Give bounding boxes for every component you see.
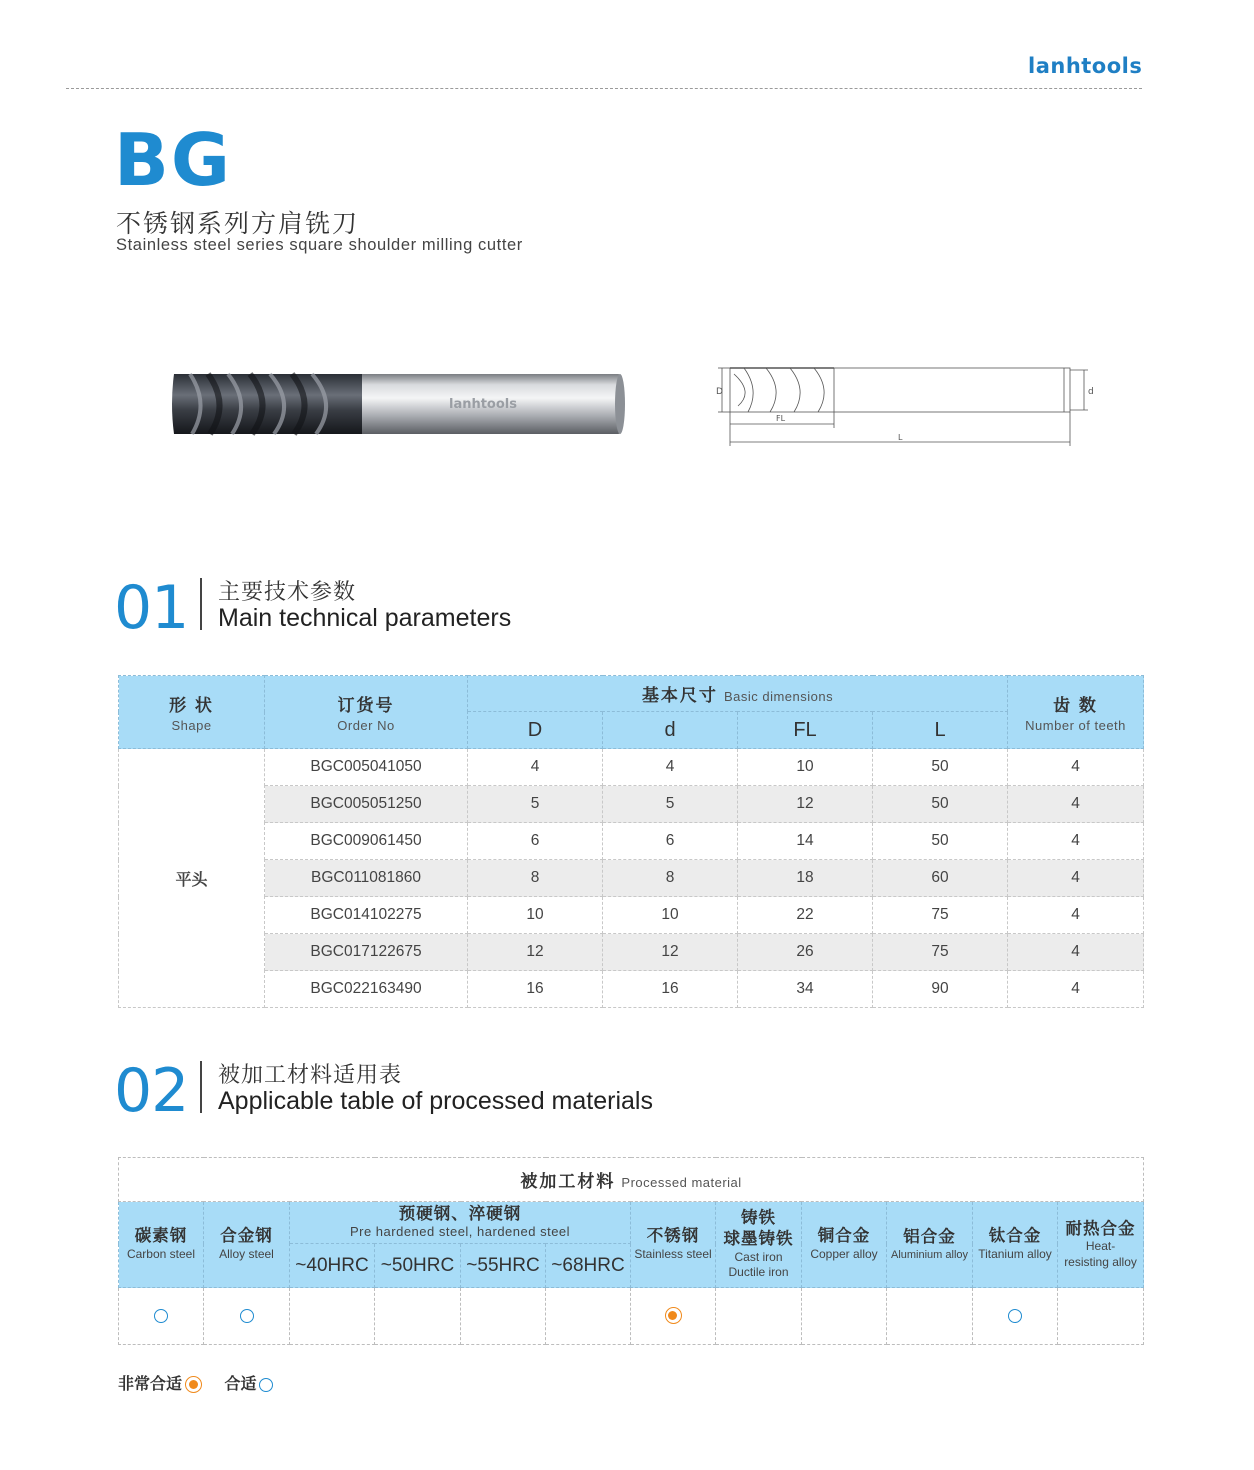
suitability-cell [887, 1288, 973, 1345]
D-cell: 6 [468, 823, 603, 860]
material-aluminium-alloy: 铝合金 Aluminium alloy [887, 1202, 973, 1288]
teeth-cell: 4 [1008, 823, 1144, 860]
order-no-cell: BGC022163490 [265, 971, 468, 1008]
suitability-cell [375, 1288, 461, 1345]
legend-suitable-label: 合适 [224, 1376, 257, 1393]
order-no-cell: BGC014102275 [265, 897, 468, 934]
dim-header-FL: FL [738, 712, 873, 749]
FL-cell: 26 [738, 934, 873, 971]
material-heat-resisting-alloy: 耐热合金 Heat- resisting alloy [1058, 1202, 1144, 1288]
D-cell: 10 [468, 897, 603, 934]
suitability-cell [546, 1288, 631, 1345]
shape-cell: 平头 [119, 749, 265, 1008]
section1-divider [200, 578, 202, 630]
suitable-icon [154, 1309, 168, 1323]
suitability-cell [1058, 1288, 1144, 1345]
suitability-cell [204, 1288, 290, 1345]
L-cell: 90 [873, 971, 1008, 1008]
processed-materials-table [118, 1157, 1144, 1345]
suitability-cell [802, 1288, 887, 1345]
suitable-icon [1008, 1309, 1022, 1323]
suitability-cell [119, 1288, 204, 1345]
drawing-label-D: D [716, 387, 723, 397]
L-cell: 50 [873, 786, 1008, 823]
end-mill-drawing [704, 356, 1104, 452]
table-row [119, 749, 1144, 786]
material-stainless-steel: 不锈钢 Stainless steel [631, 1202, 716, 1288]
very-suitable-icon [665, 1307, 682, 1324]
brand-logo: lanhtools [1028, 54, 1143, 78]
FL-cell: 10 [738, 749, 873, 786]
section2-title-cn: 被加工材料适用表 [218, 1062, 403, 1087]
d-cell: 6 [603, 823, 738, 860]
D-cell: 5 [468, 786, 603, 823]
material-hardened-steel: 预硬钢、淬硬钢 Pre hardened steel, hardened steel [290, 1202, 631, 1244]
material-alloy-steel: 合金钢 Alloy steel [204, 1202, 290, 1288]
d-cell: 4 [603, 749, 738, 786]
order-no-cell: BGC005051250 [265, 786, 468, 823]
table-row [119, 823, 1144, 860]
section1-number: 01 [114, 573, 189, 643]
drawing-label-FL: FL [776, 414, 786, 423]
D-cell: 8 [468, 860, 603, 897]
processed-material-caption: 被加工材料 Processed material [119, 1158, 1144, 1202]
L-cell: 60 [873, 860, 1008, 897]
teeth-cell: 4 [1008, 749, 1144, 786]
suitable-icon [259, 1378, 273, 1392]
FL-cell: 14 [738, 823, 873, 860]
D-cell: 16 [468, 971, 603, 1008]
hrc-68: ~68HRC [546, 1244, 631, 1288]
table-row [119, 897, 1144, 934]
section1-title-en: Main technical parameters [218, 604, 512, 632]
material-copper-alloy: 铜合金 Copper alloy [802, 1202, 887, 1288]
hrc-55: ~55HRC [461, 1244, 546, 1288]
end-mill-photo [170, 368, 630, 440]
technical-parameters-table [118, 675, 1144, 1008]
d-cell: 12 [603, 934, 738, 971]
drawing-label-L: L [898, 433, 903, 442]
shape-header: 形 状 Shape [119, 676, 265, 749]
teeth-cell: 4 [1008, 860, 1144, 897]
L-cell: 75 [873, 897, 1008, 934]
suitability-cell [716, 1288, 802, 1345]
section2-divider [200, 1061, 202, 1113]
suitability-cell [290, 1288, 375, 1345]
table-row [119, 934, 1144, 971]
product-title-en: Stainless steel series square shoulder milling cutter [116, 236, 523, 254]
teeth-header: 齿 数 Number of teeth [1008, 676, 1144, 749]
order-no-cell: BGC005041050 [265, 749, 468, 786]
d-cell: 10 [603, 897, 738, 934]
FL-cell: 34 [738, 971, 873, 1008]
order-no-cell: BGC009061450 [265, 823, 468, 860]
table-row [119, 860, 1144, 897]
order-no-header: 订货号 Order No [265, 676, 468, 749]
hrc-40: ~40HRC [290, 1244, 375, 1288]
teeth-cell: 4 [1008, 971, 1144, 1008]
legend-very-suitable-label: 非常合适 [118, 1376, 183, 1393]
photo-brand-text: lanhtools [448, 397, 518, 412]
D-cell: 4 [468, 749, 603, 786]
header-divider [66, 88, 1142, 89]
material-carbon-steel: 碳素钢 Carbon steel [119, 1202, 204, 1288]
drawing-label-d: d [1088, 387, 1094, 397]
teeth-cell: 4 [1008, 934, 1144, 971]
suitability-cell [461, 1288, 546, 1345]
very-suitable-icon [185, 1376, 202, 1393]
product-code: BG [114, 118, 232, 202]
L-cell: 50 [873, 749, 1008, 786]
dim-header-L: L [873, 712, 1008, 749]
table-row [119, 971, 1144, 1008]
dim-header-D: D [468, 712, 603, 749]
section2-number: 02 [114, 1056, 189, 1126]
section1-title-cn: 主要技术参数 [218, 579, 357, 604]
product-title-cn: 不锈钢系列方肩铣刀 [116, 210, 360, 238]
suitability-cell [631, 1288, 716, 1345]
suitability-legend [118, 1371, 291, 1394]
L-cell: 75 [873, 934, 1008, 971]
L-cell: 50 [873, 823, 1008, 860]
suitable-icon [240, 1309, 254, 1323]
D-cell: 12 [468, 934, 603, 971]
teeth-cell: 4 [1008, 897, 1144, 934]
suitability-cell [973, 1288, 1058, 1345]
table-row [119, 786, 1144, 823]
FL-cell: 12 [738, 786, 873, 823]
FL-cell: 22 [738, 897, 873, 934]
FL-cell: 18 [738, 860, 873, 897]
basic-dimensions-header: 基本尺寸 Basic dimensions [468, 676, 1008, 712]
order-no-cell: BGC017122675 [265, 934, 468, 971]
material-cast-iron: 铸铁 球墨铸铁 Cast iron Ductile iron [716, 1202, 802, 1288]
order-no-cell: BGC011081860 [265, 860, 468, 897]
teeth-cell: 4 [1008, 786, 1144, 823]
section2-title-en: Applicable table of processed materials [218, 1087, 653, 1115]
d-cell: 16 [603, 971, 738, 1008]
dim-header-d: d [603, 712, 738, 749]
d-cell: 5 [603, 786, 738, 823]
d-cell: 8 [603, 860, 738, 897]
hrc-50: ~50HRC [375, 1244, 461, 1288]
material-titanium-alloy: 钛合金 Titanium alloy [973, 1202, 1058, 1288]
